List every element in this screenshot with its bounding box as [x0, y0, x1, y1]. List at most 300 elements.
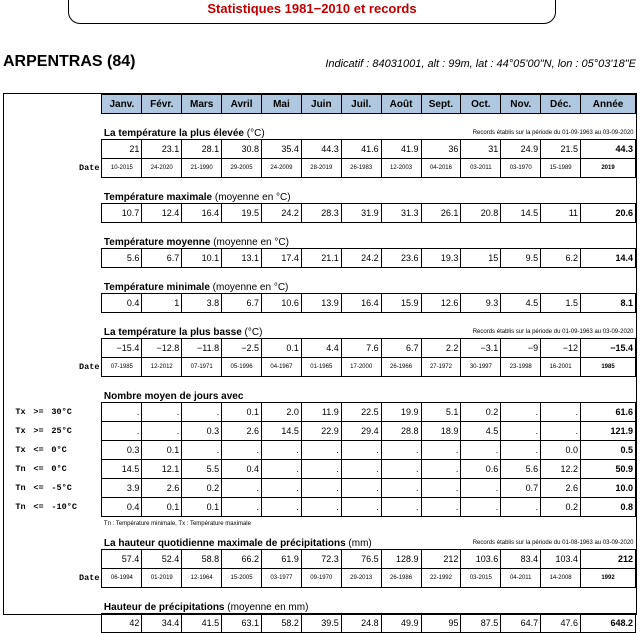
value-cell: 35.4 [262, 140, 302, 159]
value-cell: 6.7 [381, 339, 421, 358]
month-header-cell: Févr. [142, 95, 182, 114]
date-cell: 03-1977 [262, 569, 302, 588]
date-cell: 27-1972 [421, 358, 461, 377]
tmax-record-title: La température la plus élevée [103, 128, 244, 139]
date-cell: 01-2019 [142, 569, 182, 588]
date-cell: 04-1967 [262, 358, 302, 377]
date-cell: 1985 [581, 358, 636, 377]
value-cell: 6.2 [541, 249, 581, 268]
value-cell: . [421, 460, 461, 479]
value-cell: 1 [142, 294, 182, 313]
tmax-mean-title: Température maximale [103, 192, 213, 203]
date-label: Date [79, 573, 100, 583]
value-cell: . [301, 479, 341, 498]
date-cell: 23-1998 [501, 358, 541, 377]
value-cell: 103.6 [461, 550, 501, 569]
value-cell: . [381, 460, 421, 479]
value-cell: 29.4 [341, 422, 381, 441]
jours-var: Tx [15, 407, 26, 417]
jours-var: Tn [15, 464, 26, 474]
tmin-record-period-note: Records établis sur la période du 01-09-1963 au 03-09-2020 [472, 329, 634, 335]
value-cell: . [381, 498, 421, 517]
value-cell: 58.2 [262, 614, 302, 633]
value-cell: 21 [102, 140, 142, 159]
tmoy-heading [102, 230, 636, 249]
date-cell: 21-1990 [182, 159, 222, 178]
value-cell: −3.1 [461, 339, 501, 358]
month-header-cell: Juin [301, 95, 341, 114]
month-header-cell: Août [381, 95, 421, 114]
value-cell: −12 [541, 339, 581, 358]
jours-var: Tx [15, 426, 26, 436]
value-cell: 10.0 [581, 479, 636, 498]
value-cell: 15 [461, 249, 501, 268]
tmoy-title: Température moyenne [103, 237, 211, 248]
month-header-row [4, 95, 636, 114]
value-cell: 0.2 [182, 479, 222, 498]
value-cell: 10.6 [262, 294, 302, 313]
date-cell: 09-1970 [301, 569, 341, 588]
value-cell: 28.8 [381, 422, 421, 441]
value-cell: . [541, 422, 581, 441]
precip-max-dates-row [4, 569, 636, 588]
value-cell: 16.4 [341, 294, 381, 313]
spacer-row [4, 588, 636, 596]
date-cell: 24-2020 [142, 159, 182, 178]
value-cell: . [341, 441, 381, 460]
month-header-cell: Avril [222, 95, 262, 114]
value-cell: 57.4 [102, 550, 142, 569]
jours-values-row [4, 498, 636, 517]
value-cell: 39.5 [301, 614, 341, 633]
value-cell: 11.9 [301, 403, 341, 422]
value-cell: 6.7 [222, 294, 262, 313]
date-cell: 03-1970 [501, 159, 541, 178]
jours-footnote: Tn : Température minimale, Tx : Température maximale [103, 521, 251, 527]
value-cell: 12.6 [421, 294, 461, 313]
jours-values-row [4, 460, 636, 479]
jours-heading [102, 384, 636, 403]
value-cell: 4.5 [461, 422, 501, 441]
date-cell: 22-1992 [421, 569, 461, 588]
tmin-mean-heading [102, 275, 636, 294]
value-cell: 44.3 [301, 140, 341, 159]
precip-mean-heading-row [4, 595, 636, 614]
jours-row-label [4, 460, 102, 479]
jours-op: <= [33, 483, 44, 493]
jours-heading-row [4, 384, 636, 403]
value-cell: 0.1 [262, 339, 302, 358]
tmax-record-period-note: Records établis sur la période du 01-09-1963 au 03-09-2020 [472, 130, 634, 136]
precip-max-unit: (mm) [345, 538, 372, 549]
tmin-mean-values-row [4, 294, 636, 313]
value-cell: 2.6 [541, 479, 581, 498]
value-cell: 41.6 [341, 140, 381, 159]
station-indicatif: Indicatif : 84031001, alt : 99m, lat : 44°05'00"N, lon : 05°03'18"E [325, 58, 636, 70]
value-cell: . [421, 479, 461, 498]
value-cell: 47.6 [541, 614, 581, 633]
value-cell: . [222, 498, 262, 517]
value-cell: 4.5 [501, 294, 541, 313]
jours-row-label [4, 403, 102, 422]
value-cell: 2.2 [421, 339, 461, 358]
spacer-row [4, 178, 636, 186]
tmax-record-values-row [4, 140, 636, 159]
date-cell: 26-1983 [341, 159, 381, 178]
value-cell: . [262, 441, 302, 460]
value-cell: 44.3 [581, 140, 636, 159]
value-cell: −15.4 [102, 339, 142, 358]
value-cell: . [501, 403, 541, 422]
value-cell: 103.4 [541, 550, 581, 569]
date-cell: 03-2011 [461, 159, 501, 178]
spacer-row [4, 114, 636, 122]
value-cell: 95 [421, 614, 461, 633]
date-cell: 04-2016 [421, 159, 461, 178]
date-cell: 04-2011 [501, 569, 541, 588]
value-cell: 28.1 [182, 140, 222, 159]
value-cell: 58.8 [182, 550, 222, 569]
tmin-record-title: La température la plus basse [103, 327, 242, 338]
value-cell: . [461, 441, 501, 460]
precip-mean-unit: (moyenne en mm) [224, 602, 309, 613]
precip-max-period-note: Records établis sur la période du 01-08-1963 au 03-09-2020 [472, 540, 634, 546]
value-cell: 0.1 [182, 498, 222, 517]
value-cell: 0.1 [142, 498, 182, 517]
value-cell: . [421, 441, 461, 460]
value-cell: 21.1 [301, 249, 341, 268]
value-cell: 7.6 [341, 339, 381, 358]
value-cell: . [102, 403, 142, 422]
precip-max-values-row [4, 550, 636, 569]
value-cell: 66.2 [222, 550, 262, 569]
value-cell: . [341, 479, 381, 498]
value-cell: 21.5 [541, 140, 581, 159]
value-cell: 0.3 [182, 422, 222, 441]
value-cell: 36 [421, 140, 461, 159]
date-cell: 24-2009 [262, 159, 302, 178]
value-cell: 22.5 [341, 403, 381, 422]
station-name: ARPENTRAS (84) [3, 53, 136, 70]
value-cell: . [301, 498, 341, 517]
value-cell: 0.7 [501, 479, 541, 498]
tmax-record-unit: (°C) [244, 128, 265, 139]
tmax-mean-values-row [4, 204, 636, 223]
value-cell: 12.4 [142, 204, 182, 223]
value-cell: 1.5 [541, 294, 581, 313]
value-cell: 19.9 [381, 403, 421, 422]
value-cell: 41.9 [381, 140, 421, 159]
precip-mean-title: Hauteur de précipitations [103, 602, 225, 613]
value-cell: . [262, 479, 302, 498]
date-cell: 06-1994 [102, 569, 142, 588]
precip-mean-values-row [4, 614, 636, 633]
value-cell: 19.3 [421, 249, 461, 268]
jours-threshold: 30°C [51, 407, 72, 417]
tmin-record-heading-row [4, 320, 636, 339]
jours-title: Nombre moyen de jours avec [103, 391, 244, 402]
tmin-record-heading [102, 320, 636, 339]
month-header-cell: Janv. [102, 95, 142, 114]
month-header-cell: Juil. [341, 95, 381, 114]
value-cell: 0.1 [142, 441, 182, 460]
value-cell: . [262, 460, 302, 479]
value-cell: 2.6 [142, 479, 182, 498]
month-header-cell: Année [581, 95, 636, 114]
value-cell: . [381, 479, 421, 498]
jours-row-label [4, 479, 102, 498]
value-cell: 0.4 [102, 294, 142, 313]
value-cell: 19.5 [222, 204, 262, 223]
tmin-record-dates-row [4, 358, 636, 377]
value-cell: 9.5 [501, 249, 541, 268]
value-cell: . [461, 498, 501, 517]
value-cell: 18.9 [421, 422, 461, 441]
page-title: Statistiques 1981−2010 et records [207, 1, 417, 16]
value-cell: 0.3 [102, 441, 142, 460]
value-cell: 31 [461, 140, 501, 159]
value-cell: 14.5 [262, 422, 302, 441]
jours-threshold: 25°C [51, 426, 72, 436]
value-cell: 121.9 [581, 422, 636, 441]
value-cell: 31.3 [381, 204, 421, 223]
value-cell: 2.0 [262, 403, 302, 422]
value-cell: . [461, 479, 501, 498]
date-label: Date [79, 163, 100, 173]
jours-op: <= [33, 502, 44, 512]
tmin-record-unit: (°C) [241, 327, 263, 338]
value-cell: . [262, 498, 302, 517]
value-cell: −2.5 [222, 339, 262, 358]
jours-values-row [4, 403, 636, 422]
value-cell: 0.4 [222, 460, 262, 479]
value-cell: 24.9 [501, 140, 541, 159]
value-cell: 0.2 [541, 498, 581, 517]
spacer-row [4, 377, 636, 385]
date-cell: 07-1971 [182, 358, 222, 377]
date-cell: 2019 [581, 159, 636, 178]
spacer-row [4, 268, 636, 276]
date-cell: 05-1996 [222, 358, 262, 377]
climate-table-frame [3, 93, 637, 628]
tmin-mean-title: Température minimale [103, 282, 210, 293]
tmin-mean-unit: (moyenne en °C) [209, 282, 289, 293]
value-cell: 12.2 [541, 460, 581, 479]
title-banner [68, 0, 556, 24]
value-cell: 0.6 [461, 460, 501, 479]
value-cell: 83.4 [501, 550, 541, 569]
value-cell: 11 [541, 204, 581, 223]
value-cell: −11.8 [182, 339, 222, 358]
value-cell: . [501, 441, 541, 460]
jours-row-label [4, 498, 102, 517]
value-cell: 0.8 [581, 498, 636, 517]
jours-threshold: -10°C [51, 502, 77, 512]
jours-var: Tn [15, 502, 26, 512]
date-cell: 03-2015 [461, 569, 501, 588]
month-header-cell: Mars [182, 95, 222, 114]
value-cell: . [381, 441, 421, 460]
value-cell: 648.2 [581, 614, 636, 633]
value-cell: 61.6 [581, 403, 636, 422]
value-cell: . [222, 441, 262, 460]
value-cell: 14.5 [102, 460, 142, 479]
value-cell: . [341, 498, 381, 517]
value-cell: 72.3 [301, 550, 341, 569]
value-cell: 50.9 [581, 460, 636, 479]
value-cell: 34.4 [142, 614, 182, 633]
value-cell: 10.1 [182, 249, 222, 268]
tmax-record-dates-row [4, 159, 636, 178]
month-header-cell: Déc. [541, 95, 581, 114]
date-cell: 12-2012 [142, 358, 182, 377]
date-cell: 07-1985 [102, 358, 142, 377]
jours-row-label [4, 441, 102, 460]
value-cell: 0.4 [102, 498, 142, 517]
jours-op: >= [33, 407, 44, 417]
spacer-row [4, 223, 636, 231]
jours-footnote-row [4, 517, 636, 532]
value-cell: . [501, 422, 541, 441]
value-cell: 31.9 [341, 204, 381, 223]
value-cell: . [142, 422, 182, 441]
jours-values-row [4, 479, 636, 498]
value-cell: 9.3 [461, 294, 501, 313]
month-header-cell: Oct. [461, 95, 501, 114]
date-cell: 29-2005 [222, 159, 262, 178]
value-cell: 49.9 [381, 614, 421, 633]
month-header-cell: Nov. [501, 95, 541, 114]
tmoy-values-row [4, 249, 636, 268]
value-cell: . [341, 460, 381, 479]
climate-table [4, 94, 636, 633]
value-cell: . [182, 403, 222, 422]
precip-max-heading [102, 531, 636, 550]
value-cell: 8.1 [581, 294, 636, 313]
value-cell: . [182, 441, 222, 460]
jours-row-label [4, 422, 102, 441]
value-cell: −12.8 [142, 339, 182, 358]
value-cell: 13.1 [222, 249, 262, 268]
value-cell: 14.5 [501, 204, 541, 223]
tmoy-unit: (moyenne en °C) [210, 237, 289, 248]
value-cell: 0.0 [541, 441, 581, 460]
value-cell: 5.1 [421, 403, 461, 422]
tmax-record-heading [102, 121, 636, 140]
tmax-mean-heading-row [4, 185, 636, 204]
value-cell: 0.2 [461, 403, 501, 422]
date-cell: 12-2003 [381, 159, 421, 178]
value-cell: 64.7 [501, 614, 541, 633]
value-cell: 23.6 [381, 249, 421, 268]
value-cell: 26.1 [421, 204, 461, 223]
value-cell: 52.4 [142, 550, 182, 569]
date-cell: 30-1997 [461, 358, 501, 377]
tmax-mean-unit: (moyenne en °C) [212, 192, 291, 203]
date-cell: 26-1966 [381, 358, 421, 377]
date-cell: 14-2008 [541, 569, 581, 588]
value-cell: . [301, 460, 341, 479]
date-cell: 26-1986 [381, 569, 421, 588]
value-cell: 0.5 [581, 441, 636, 460]
date-cell: 01-1965 [301, 358, 341, 377]
value-cell: 17.4 [262, 249, 302, 268]
date-cell: 15-1989 [541, 159, 581, 178]
date-cell: 16-2001 [541, 358, 581, 377]
value-cell: 61.9 [262, 550, 302, 569]
value-cell: 24.2 [341, 249, 381, 268]
date-cell: 29-2013 [341, 569, 381, 588]
value-cell: 24.2 [262, 204, 302, 223]
value-cell: 13.9 [301, 294, 341, 313]
jours-op: <= [33, 464, 44, 474]
value-cell: 3.9 [102, 479, 142, 498]
date-cell: 1992 [581, 569, 636, 588]
value-cell: 5.5 [182, 460, 222, 479]
value-cell: . [301, 441, 341, 460]
jours-var: Tn [15, 483, 26, 493]
date-cell: 10-2015 [102, 159, 142, 178]
jours-var: Tx [15, 445, 26, 455]
precip-max-title: La hauteur quotidienne maximale de précipitations [103, 538, 346, 549]
tmin-record-values-row [4, 339, 636, 358]
jours-op: <= [33, 445, 44, 455]
value-cell: 20.8 [461, 204, 501, 223]
value-cell: . [102, 422, 142, 441]
value-cell: 24.8 [341, 614, 381, 633]
value-cell: 0.1 [222, 403, 262, 422]
value-cell: 30.8 [222, 140, 262, 159]
value-cell: 12.1 [142, 460, 182, 479]
date-cell: 17-2000 [341, 358, 381, 377]
tmax-record-heading-row [4, 121, 636, 140]
jours-values-row [4, 422, 636, 441]
date-cell: 12-1964 [182, 569, 222, 588]
jours-op: >= [33, 426, 44, 436]
value-cell: . [222, 479, 262, 498]
jours-threshold: 0°C [51, 445, 67, 455]
value-cell: 20.6 [581, 204, 636, 223]
value-cell: 16.4 [182, 204, 222, 223]
value-cell: 41.5 [182, 614, 222, 633]
value-cell: 42 [102, 614, 142, 633]
tmin-mean-heading-row [4, 275, 636, 294]
value-cell: 128.9 [381, 550, 421, 569]
spacer-row [4, 313, 636, 321]
jours-values-row [4, 441, 636, 460]
value-cell: . [421, 498, 461, 517]
value-cell: 4.4 [301, 339, 341, 358]
value-cell: 22.9 [301, 422, 341, 441]
date-label: Date [79, 362, 100, 372]
value-cell: 15.9 [381, 294, 421, 313]
value-cell: 212 [421, 550, 461, 569]
precip-mean-heading [102, 595, 636, 614]
value-cell: −15.4 [581, 339, 636, 358]
value-cell: 28.3 [301, 204, 341, 223]
value-cell: 14.4 [581, 249, 636, 268]
value-cell: 3.8 [182, 294, 222, 313]
precip-max-heading-row [4, 531, 636, 550]
month-header-cell: Sept. [421, 95, 461, 114]
value-cell: 5.6 [102, 249, 142, 268]
date-cell: 15-2005 [222, 569, 262, 588]
value-cell: 23.1 [142, 140, 182, 159]
value-cell: 10.7 [102, 204, 142, 223]
jours-threshold: 0°C [51, 464, 67, 474]
tmax-mean-heading [102, 185, 636, 204]
value-cell: 5.6 [501, 460, 541, 479]
